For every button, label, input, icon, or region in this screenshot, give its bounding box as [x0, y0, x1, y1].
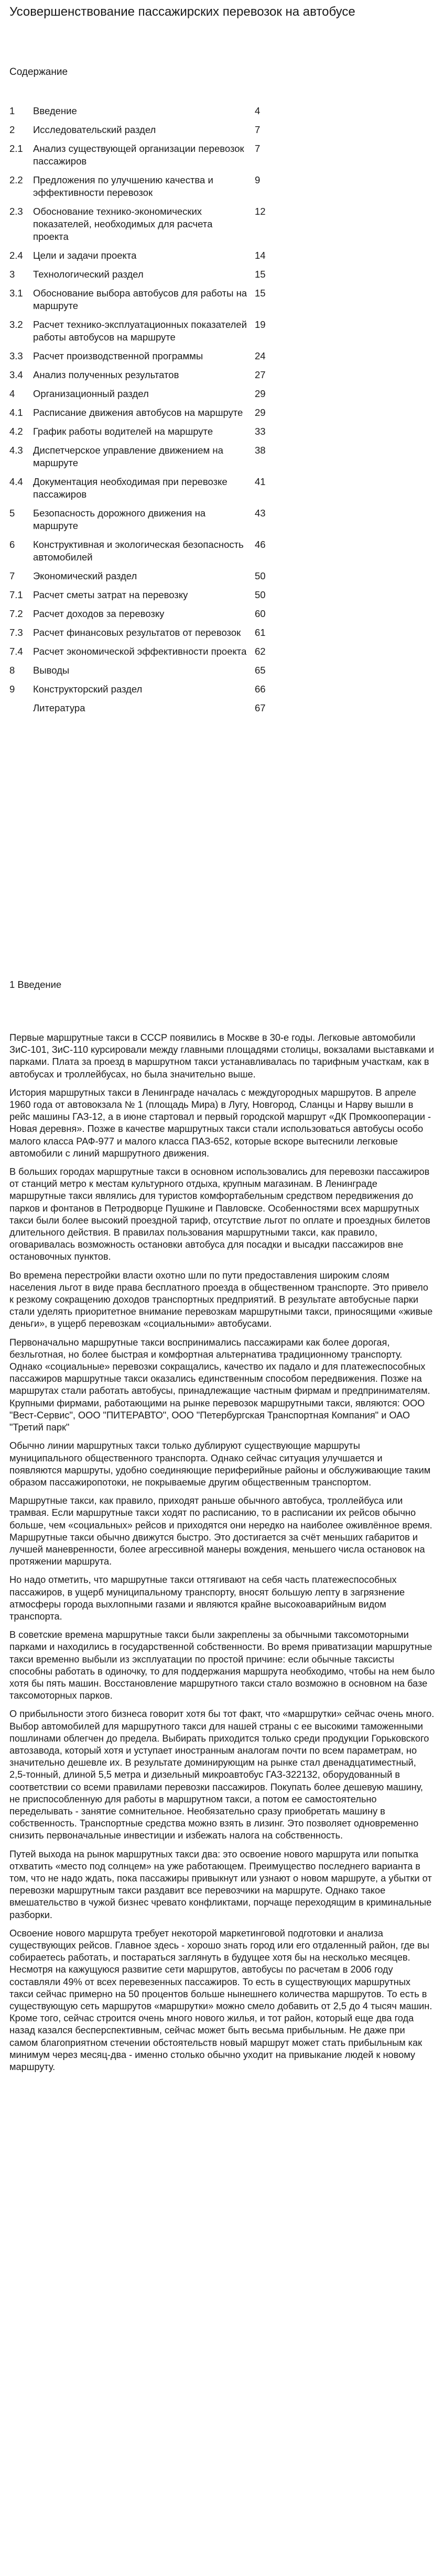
- toc-entry[interactable]: [9, 507, 282, 532]
- toc-entry[interactable]: [9, 369, 282, 381]
- toc-entry-title: Расчет финансовых результатов от перевозок: [33, 627, 241, 638]
- toc-entry-title: Расчет экономической эффективности проекта: [33, 646, 247, 657]
- toc-entry[interactable]: [9, 142, 282, 168]
- toc-entry-page: 65: [255, 665, 266, 676]
- toc-entry-number: 7.1: [9, 589, 23, 600]
- toc-entry[interactable]: [9, 287, 282, 312]
- toc-entry-title: Расчет сметы затрат на перевозку: [33, 589, 188, 600]
- toc-entry[interactable]: [9, 249, 282, 262]
- toc-entry[interactable]: [9, 124, 282, 136]
- toc-entry-title: Обоснование выбора автобусов для работы на маршруте: [33, 288, 247, 311]
- toc-entry-number: [9, 702, 33, 714]
- toc-entry-title: Конструктивная и экологическая безопасность автомобилей: [33, 539, 244, 563]
- toc-entry-page: 27: [255, 369, 266, 380]
- body-paragraph: В больших городах маршрутные такси в основном использовались для перевозки пассажиров от станций метро к местам культурного отдыха, крупным магазинам. В Ленинграде маршрутные такси являлись для туристов комфортабельным средством передвижения до парков и фонтанов в Петродворце Пушкине и Павловске. Особенностями всех маршрутных такси были более высокий проездной тариф, отсутствие льгот по оплате и проездных билетов длительного действия. В правилах пользования маршрутными такси, как правило, оговаривалась возможность остановки автобуса для посадки и высадки пассажиров вне остановочных пунктов.: [9, 1166, 430, 1262]
- toc-entry-number: 2.1: [9, 143, 23, 154]
- toc-entry-number: 3.4: [9, 369, 23, 380]
- toc-entry[interactable]: [9, 589, 282, 601]
- toc-entry-number: 2.4: [9, 250, 23, 261]
- body-paragraph: Маршрутные такси, как правило, приходят раньше обычного автобуса, троллейбуса или трамвая. Если маршрутные такси ходят по расписанию, то в расписании их рейсов обычно больше, чем «социальных» рейсов и приходятся они нередко на наиболее оживлённое время. Маршрутные такси обычно движутся быстро. Это достигается за счёт меньших габаритов и лучшей маневренности, более агрессивной манеры вождения, меньшего числа остановок на протяжении маршрута.: [9, 1495, 432, 1567]
- toc-entry[interactable]: [9, 702, 282, 714]
- section-title: 1 Введение: [9, 979, 62, 990]
- toc-entry-page: 19: [255, 319, 266, 330]
- body-paragraph: О прибыльности этого бизнеса говорит хотя бы тот факт, что «маршрутки» сейчас очень много. Выбор автомобилей для маршрутного такси для нашей страны с ее высокими таможенными пошлинами облегчен до предела. Выбирать приходится только среди продукции Горьковского автозавода, который хотя и уступает иностранным аналогам почти по всем параметрам, но значительно дешевле их. В результате доминирующим на рынке стал двенадцатиместный, 2,5-тонный, длиной 5,5 метра и дизельный микроавтобус ГАЗ-322132, оборудованный в соответствии со всеми правилами перевозки пассажиров. Покупать более дешевую машину, не приспособленную для работы в маршрутном такси, а потом ее самостоятельно переделывать - занятие сомнительное. Необязательно сразу приобретать машину в собственность. Транспортные средства можно взять в лизинг. Это позволяет одновременно снизить первоначальные инвестиции и избежать налога на собственность.: [9, 1709, 435, 1841]
- toc-entry[interactable]: [9, 205, 282, 243]
- toc-entry-title: Расчет производственной программы: [33, 350, 203, 361]
- body-paragraph: Обычно линии маршрутных такси только дублируют существующие маршруты муниципального общественного транспорта. Однако сейчас ситуация улучшается и появляются маршруты, удобно соединяющие периферийные районы и обслуживающие таким образом пассажиропотоки, не покрываемые другим общественным транспортом.: [9, 1440, 431, 1488]
- toc-entry-page: 29: [255, 407, 266, 418]
- body-paragraph: Во времена перестройки власти охотно шли по пути предоставления широким слоям населения льгот в виде права бесплатного проезда в общественном транспорте. Это привело к резкому сокращению доходов транспортных предприятий. В результате автобусные парки стали уделять приоритетное внимание перевозкам маршрутными такси, приносящими «живые деньги», в ущерб перевозкам «социальными» автобусами.: [9, 1270, 433, 1329]
- toc-entry-title: Исследовательский раздел: [33, 124, 156, 135]
- toc-entry-page: 14: [255, 250, 266, 261]
- toc-entry[interactable]: [9, 538, 282, 564]
- toc-entry[interactable]: [9, 350, 282, 362]
- toc-entry-page: 9: [255, 174, 261, 185]
- toc-entry-number: 8: [9, 665, 15, 676]
- toc-entry[interactable]: [9, 388, 282, 400]
- toc-entry-page: 50: [255, 589, 266, 600]
- toc-entry-title: График работы водителей на маршруте: [33, 426, 213, 437]
- toc-entry-number: 3.2: [9, 319, 23, 330]
- toc-entry-title: Расписание движения автобусов на маршруте: [33, 407, 243, 418]
- toc-entry-page: 66: [255, 684, 266, 695]
- body-paragraph: Первые маршрутные такси в СССР появились в Москве в 30-е годы. Легковые автомобили ЗиС-101, ЗиС-110 курсировали между главными площадями столицы, вокзалами выставками и парками. Плата за проезд в маршрутном такси устанавливалась по тарифным участкам, как в автобусах и троллейбусах, но была значительно выше.: [9, 1032, 435, 1080]
- toc-entry-page: 15: [255, 288, 266, 299]
- toc-entry-title: Расчет доходов за перевозку: [33, 608, 165, 619]
- toc-entry[interactable]: [9, 570, 282, 582]
- toc-entry-title: Литература: [33, 702, 85, 713]
- toc-entry-number: 4.4: [9, 476, 23, 487]
- toc-entry-title: Цели и задачи проекта: [33, 250, 137, 261]
- toc-entry-page: 62: [255, 646, 266, 657]
- body-paragraph: Освоение нового маршрута требует некоторой маркетинговой подготовки и анализа существующих рейсов. Главное здесь - хорошо знать город или его отдаленный район, где вы собираетесь работать, и постараться заглянуть в будущее хотя бы на несколько месяцев. Несмотря на кажущуюся развитие сети маршрутов, автобусы по расчетам в 2006 году составляли 49% от всех перевезенных пассажиров. То есть в существующих маршрутных такси сейчас примерно на 50 процентов больше нынешнего количества маршрутов. То есть в существующую сеть маршрутов «маршрутки» можно смело добавить от 2,5 до 4 тысяч машин. Кроме того, сейчас строится очень много нового жилья, и тот район, который еще два года назад казался бесперспективным, сейчас может быть весьма прибыльным. Не даже при самом благоприятном стечении обстоятельств новый маршрут может стать прибыльным как минимум через месяц-два - именно столько обычно уходит на привыкание людей к новому маршруту.: [9, 1928, 432, 2073]
- toc-entry-page: 41: [255, 476, 266, 487]
- toc-heading: Содержание: [9, 67, 68, 78]
- body-paragraph: Путей выхода на рынок маршрутных такси два: это освоение нового маршрута или попытка отхватить «место под солнцем» на уже работающем. Преимущество последнего варианта в том, что не надо ждать, пока пассажиры привыкнут или узнают о новом маршруте, а убытки от перевозки маршрутным такси раздавит все перевозчики на маршруте. Однако такое вмешательство в чужой бизнес чревато конфликтами, порчаще переходящим в криминальные разборки.: [9, 1848, 432, 1920]
- toc-entry-page: 4: [255, 105, 261, 116]
- toc-entry[interactable]: [9, 608, 282, 620]
- toc-entry-number: 7.2: [9, 608, 23, 619]
- toc-entry-title: Выводы: [33, 665, 70, 676]
- toc-entry-title: Введение: [33, 105, 77, 116]
- toc-entry-page: 46: [255, 539, 266, 550]
- toc-entry-page: 29: [255, 388, 266, 399]
- toc-entry-title: Анализ существующей организации перевозок пассажиров: [33, 143, 244, 167]
- toc-entry-page: 7: [255, 143, 261, 154]
- table-of-contents: [9, 105, 282, 721]
- toc-entry-number: 7.3: [9, 627, 23, 638]
- toc-entry[interactable]: [9, 425, 282, 438]
- toc-entry-page: 67: [255, 702, 266, 713]
- toc-entry-title: Диспетчерское управление движением на маршруте: [33, 445, 223, 468]
- toc-entry-number: 4.2: [9, 426, 23, 437]
- toc-entry-number: 1: [9, 105, 15, 116]
- toc-entry-number: 2.3: [9, 206, 23, 217]
- toc-entry-page: 38: [255, 445, 266, 456]
- toc-entry-title: Анализ полученных результатов: [33, 369, 179, 380]
- toc-entry-number: 3: [9, 269, 15, 280]
- toc-entry[interactable]: [9, 664, 282, 677]
- section-body: [9, 1032, 435, 2079]
- toc-entry-number: 4.3: [9, 445, 23, 456]
- toc-entry-page: 60: [255, 608, 266, 619]
- document-title: Усовершенствование пассажирских перевозок на автобусе: [9, 5, 355, 19]
- toc-entry-title: Экономический раздел: [33, 570, 137, 581]
- toc-entry-number: 2.2: [9, 174, 23, 185]
- toc-entry-page: 33: [255, 426, 266, 437]
- toc-entry-number: 4: [9, 388, 15, 399]
- body-paragraph: В советские времена маршрутные такси были закреплены за обычными таксомоторными парками и находились в государственной собственности. Во время приватизации маршрутные такси временно выбыли из эксплуатации по простой причине: если обычные таксисты способны работать в одиночку, то для поддержания маршрута необходимо, чтобы на нем было хотя бы пять машин. Восстановление маршрутного такси стало возможно в основном на базе таксомоторных парков.: [9, 1630, 435, 1701]
- toc-entry-title: Обоснование технико-экономических показателей, необходимых для расчета проекта: [33, 206, 213, 242]
- toc-entry[interactable]: [9, 318, 282, 344]
- toc-entry-number: 9: [9, 684, 15, 695]
- toc-entry-title: Безопасность дорожного движения на маршруте: [33, 508, 206, 531]
- toc-entry-number: 5: [9, 508, 15, 519]
- toc-entry-number: 7.4: [9, 646, 23, 657]
- toc-entry-title: Документация необходимая при перевозке пассажиров: [33, 476, 228, 500]
- toc-entry-page: 24: [255, 350, 266, 361]
- body-paragraph: Но надо отметить, что маршрутные такси оттягивают на себя часть платежеспособных пассажиров, в ущерб муниципальному транспорту, вносят большую лепту в загрязнение атмосферы города выхлопными газами и являются крайне высокоаварийным видом транспорта.: [9, 1575, 405, 1622]
- toc-entry-number: 4.1: [9, 407, 23, 418]
- toc-entry-page: 7: [255, 124, 261, 135]
- toc-entry[interactable]: [9, 645, 282, 658]
- toc-entry-number: 6: [9, 539, 15, 550]
- body-paragraph: История маршрутных такси в Ленинграде началась с междугородных маршрутов. В апреле 1960 года от автовокзала № 1 (площадь Мира) в Лугу, Новгород, Сланцы и Нарву вышли в рейс машины ГАЗ-12, а в июне стартовал и первый городской маршрут «ДК Промкооперации - Новая деревня». Позже в качестве маршрутных такси стали использоваться автобусы особо малого класса РАФ-977 и малого класса ПАЗ-652, которые вскоре вытеснили легковые автомобили с линий маршрутного движения.: [9, 1087, 431, 1159]
- toc-entry-title: Расчет технико-эксплуатационных показателей работы автобусов на маршруте: [33, 319, 247, 343]
- toc-entry[interactable]: [9, 105, 282, 117]
- toc-entry-page: 15: [255, 269, 266, 280]
- toc-entry[interactable]: [9, 268, 282, 281]
- toc-entry-title: Конструкторский раздел: [33, 684, 143, 695]
- toc-entry[interactable]: [9, 406, 282, 419]
- toc-entry-number: 3.3: [9, 350, 23, 361]
- toc-entry-page: 61: [255, 627, 266, 638]
- toc-entry-title: Предложения по улучшению качества и эффективности перевозок: [33, 174, 213, 198]
- toc-entry[interactable]: [9, 626, 282, 639]
- toc-entry[interactable]: [9, 683, 282, 696]
- toc-entry-number: 2: [9, 124, 15, 135]
- toc-entry-page: 43: [255, 508, 266, 519]
- toc-entry-page: 50: [255, 570, 266, 581]
- toc-entry-number: 3.1: [9, 288, 23, 299]
- toc-entry-title: Организационный раздел: [33, 388, 149, 399]
- toc-entry-page: 12: [255, 206, 266, 217]
- toc-entry[interactable]: [9, 174, 282, 199]
- toc-entry[interactable]: [9, 444, 282, 469]
- toc-entry-title: Технологический раздел: [33, 269, 144, 280]
- toc-entry-number: 7: [9, 570, 15, 581]
- body-paragraph: Первоначально маршрутные такси воспринимались пассажирами как более дорогая, безльготная, но более быстрая и комфортная альтернатива традиционному транспорту. Однако «социальные» перевозки сокращались, качество их падало и для платежеспособных пассажиров маршрутные такси оказались единственным способом передвижения. Позже на маршрутах стали работать автобусы, принадлежащие частным фирмам и предпринимателям. Крупными фирмами, работающими на рынке перевозок маршрутными такси, являются: ООО "Вест-Сервис", ООО "ПИТЕРАВТО", ООО "Петербургская Транспортная Компания" и ОАО "Третий парк": [9, 1337, 430, 1433]
- toc-entry[interactable]: [9, 476, 282, 501]
